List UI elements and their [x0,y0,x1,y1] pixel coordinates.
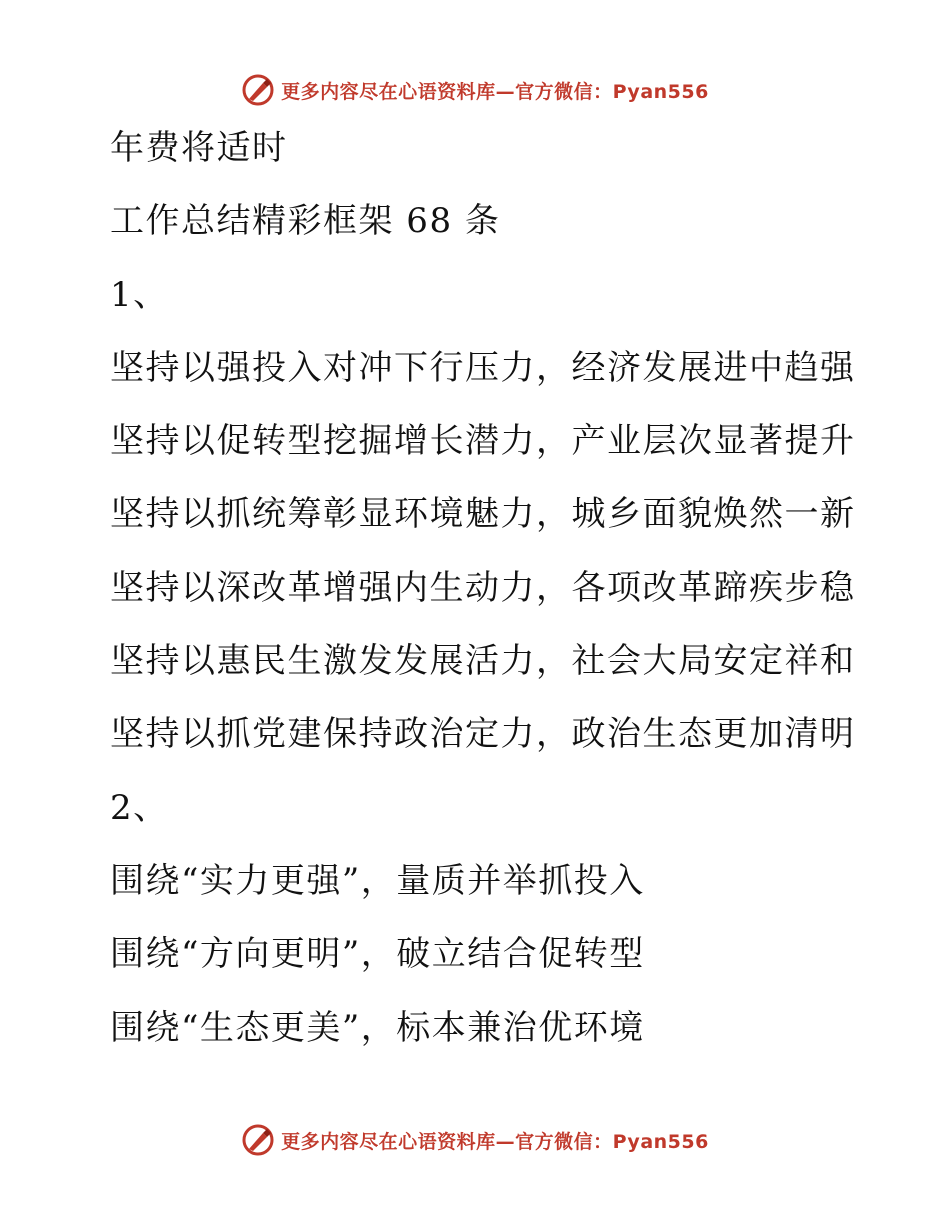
footer-watermark [0,1120,950,1160]
watermark-text: 更多内容尽在心语资料库—官方微信：Pyan556 [281,80,709,103]
text-line: 坚持以促转型挖掘增长潜力，产业层次显著提升 [110,421,856,462]
section-number: 2、 [110,787,169,828]
text-line: 围绕“生态更美”，标本兼治优环境 [110,1007,645,1048]
pen-logo-icon [241,1123,275,1157]
watermark-text: 更多内容尽在心语资料库—官方微信：Pyan556 [281,1130,709,1153]
header-watermark [0,70,950,110]
text-line: 围绕“方向更明”，破立结合促转型 [110,934,645,975]
text-line: 坚持以强投入对冲下行压力，经济发展进中趋强 [110,347,856,388]
pen-logo-icon [241,73,275,107]
text-line: 坚持以深改革增强内生动力，各项改革蹄疾步稳 [110,567,856,608]
text-line: 坚持以惠民生激发发展活力，社会大局安定祥和 [110,641,856,682]
document-title: 工作总结精彩框架 68 条 [110,201,501,242]
text-line: 坚持以抓统筹彰显环境魅力，城乡面貌焕然一新 [110,494,856,535]
text-line: 年费将适时 [110,128,288,168]
document-body [110,120,856,1073]
text-line: 坚持以抓党建保持政治定力，政治生态更加清明 [110,714,856,755]
text-line: 围绕“实力更强”，量质并举抓投入 [110,860,645,901]
section-number: 1、 [110,274,169,315]
